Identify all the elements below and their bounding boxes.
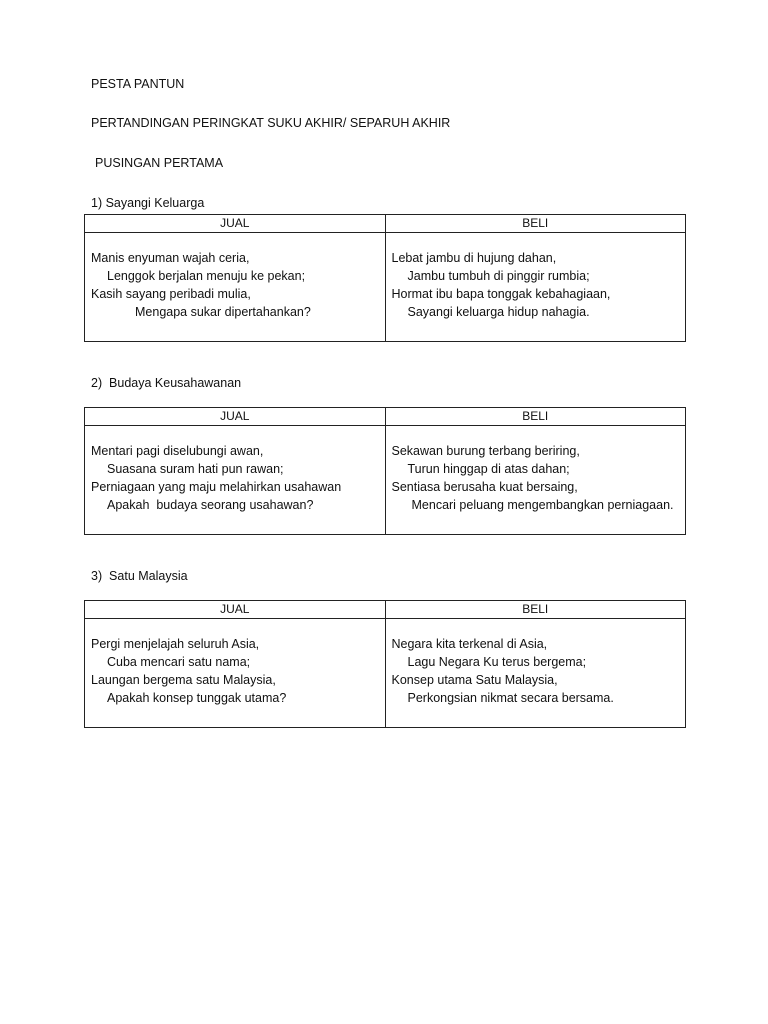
beli-verse-cell	[385, 426, 686, 535]
verse-line: Mencari peluang mengembangkan perniagaan.	[411, 498, 674, 512]
verse-line: Sekawan burung terbang beriring,	[391, 444, 580, 458]
verse-line: Perkongsian nikmat secara bersama.	[407, 691, 614, 705]
verse-line: Perniagaan yang maju melahirkan usahawan	[91, 480, 342, 494]
verse-line: Apakah budaya seorang usahawan?	[107, 498, 314, 512]
column-header-jual: JUAL	[85, 408, 386, 426]
pantun-table-1	[84, 214, 686, 342]
beli-verse-cell	[385, 619, 686, 728]
verse-line: Mentari pagi diselubungi awan,	[91, 444, 264, 458]
jual-verse-cell	[85, 426, 386, 535]
verse-line: Pergi menjelajah seluruh Asia,	[91, 637, 260, 651]
pantun-table-2	[84, 407, 686, 535]
verse-line: Suasana suram hati pun rawan;	[107, 462, 284, 476]
verse-line: Kasih sayang peribadi mulia,	[91, 287, 251, 301]
jual-verse-cell	[85, 233, 386, 342]
jual-verse-cell	[85, 619, 386, 728]
verse-line: Manis enyuman wajah ceria,	[91, 251, 250, 265]
column-header-beli: BELI	[385, 408, 686, 426]
verse-line: Negara kita terkenal di Asia,	[391, 637, 548, 651]
verse-line: Jambu tumbuh di pinggir rumbia;	[407, 269, 590, 283]
verse-line: Sentiasa berusaha kuat bersaing,	[391, 480, 578, 494]
verse-line: Lagu Negara Ku terus bergema;	[407, 655, 587, 669]
verse-line: Laungan bergema satu Malaysia,	[91, 673, 276, 687]
verse-line: Konsep utama Satu Malaysia,	[391, 673, 558, 687]
column-header-jual: JUAL	[85, 215, 386, 233]
verse-line: Mengapa sukar dipertahankan?	[135, 305, 311, 319]
column-header-beli: BELI	[385, 215, 686, 233]
section-title-2: 2) Budaya Keusahawanan	[91, 376, 242, 390]
verse-line: Turun hinggap di atas dahan;	[407, 462, 570, 476]
verse-line: Apakah konsep tunggak utama?	[107, 691, 287, 705]
verse-line: Hormat ibu bapa tonggak kebahagiaan,	[391, 287, 611, 301]
document-title: PESTA PANTUN	[91, 77, 185, 91]
round-heading: PUSINGAN PERTAMA	[95, 156, 224, 170]
verse-line: Lebat jambu di hujung dahan,	[391, 251, 557, 265]
section-title-3: 3) Satu Malaysia	[91, 569, 188, 583]
beli-verse-cell	[385, 233, 686, 342]
column-header-jual: JUAL	[85, 601, 386, 619]
verse-line: Sayangi keluarga hidup nahagia.	[407, 305, 590, 319]
pantun-table-3	[84, 600, 686, 728]
section-title-1: 1) Sayangi Keluarga	[91, 196, 205, 210]
document-subtitle: PERTANDINGAN PERINGKAT SUKU AKHIR/ SEPARUH AKHIR	[91, 116, 451, 130]
verse-line: Cuba mencari satu nama;	[107, 655, 251, 669]
column-header-beli: BELI	[385, 601, 686, 619]
verse-line: Lenggok berjalan menuju ke pekan;	[107, 269, 306, 283]
